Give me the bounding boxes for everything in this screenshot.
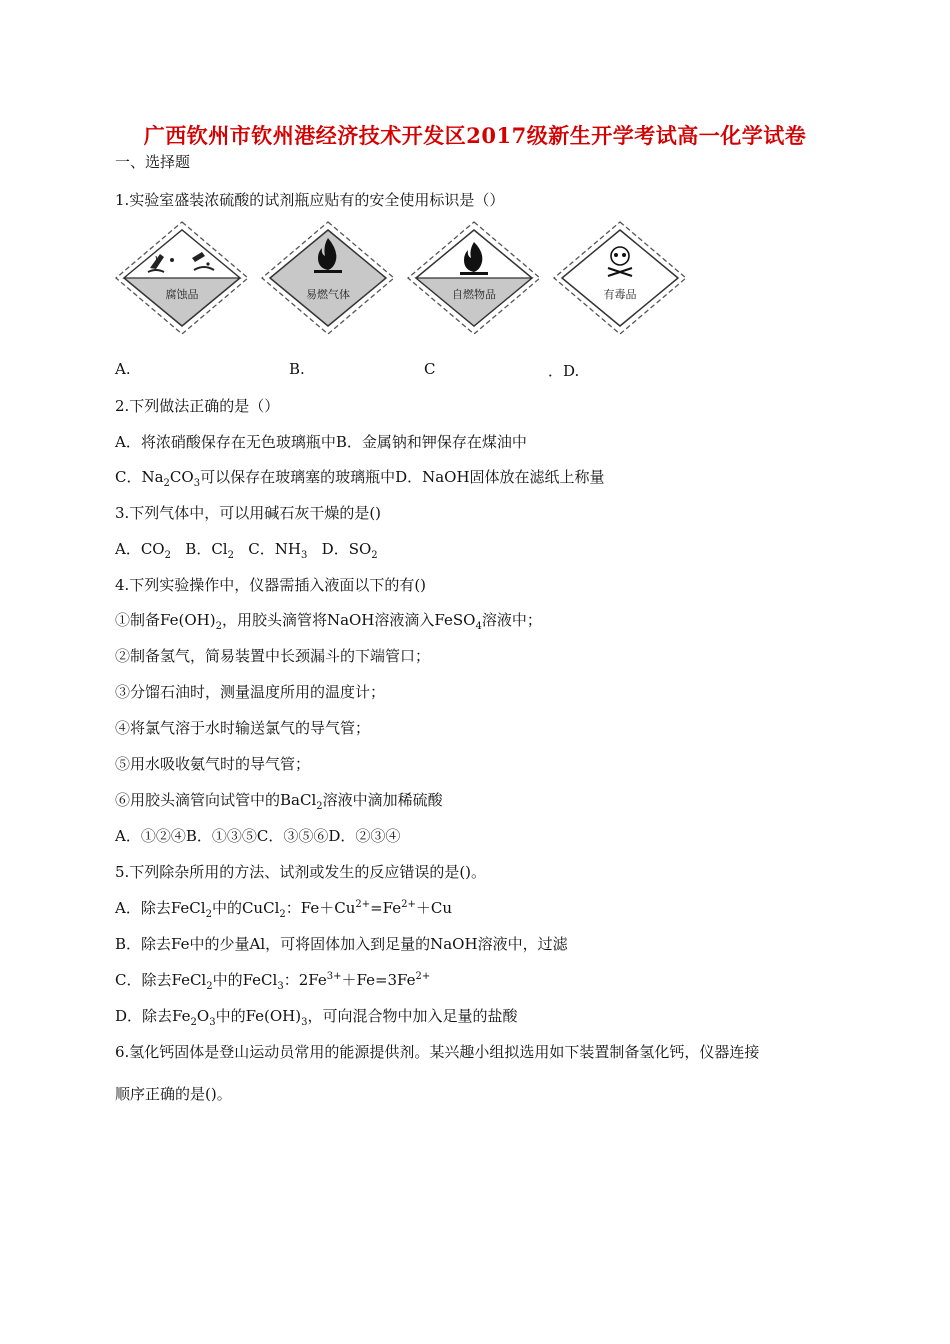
q2-line-1: A．将浓硝酸保存在无色玻璃瓶中B．金属钠和钾保存在煤油中 xyxy=(115,433,527,451)
q4-item-2: ②制备氢气，简易装置中长颈漏斗的下端管口； xyxy=(115,647,431,665)
toxic-sign xyxy=(550,218,690,338)
toxic-skull-icon xyxy=(550,218,690,338)
flammable-gas-icon xyxy=(258,218,398,338)
sign-label: 易燃气体 xyxy=(306,288,350,301)
page-title: 广西钦州市钦州港经济技术开发区2017级新生开学考试高一化学试卷 xyxy=(143,123,807,148)
q5-option-a: A．除去FeCl$_2$中的CuCl$_2$：$Fe+Cu^{2+}=Fe^{2+}+Cu$ xyxy=(115,899,453,920)
q5-option-b: B．除去Fe中的少量Al，可将固体加入到足量的NaOH溶液中，过滤 xyxy=(115,935,568,953)
section-heading: 一、选择题 xyxy=(115,153,191,171)
q1-option-b: B. xyxy=(289,360,305,378)
q4-item-6: ⑥用胶头滴管向试管中的BaCl$_2$溶液中滴加稀硫酸 xyxy=(115,791,443,812)
corrosive-icon xyxy=(112,218,252,338)
q3-options: A．$CO_2$ B．$Cl_2$ C．$NH_3$ D．$SO_2$ xyxy=(115,540,378,561)
flammable-gas-sign xyxy=(258,218,398,338)
question-3-stem: 3.下列气体中，可以用碱石灰干燥的是() xyxy=(115,504,382,522)
q4-item-1: ①制备$Fe(OH)_2$，用胶头滴管将NaOH溶液滴入FeSO$_4$溶液中； xyxy=(115,611,542,632)
q2-line-2: C．$Na_2CO_3$可以保存在玻璃塞的玻璃瓶中D．NaOH固体放在滤纸上称量 xyxy=(115,468,605,489)
question-5-stem: 5.下列除杂所用的方法、试剂或发生的反应错误的是()。 xyxy=(115,863,487,881)
q1-option-d: ．D. xyxy=(548,362,580,380)
question-6-line-2: 顺序正确的是()。 xyxy=(115,1085,232,1103)
q4-item-5: ⑤用水吸收氨气时的导气管； xyxy=(115,755,311,773)
corrosive-sign xyxy=(112,218,252,338)
q5-option-d: D．除去$Fe_2O_3$中的$Fe(OH)_3$，可向混合物中加入足量的盐酸 xyxy=(115,1007,518,1028)
q4-item-4: ④将氯气溶于水时输送氯气的导气管； xyxy=(115,719,371,737)
sign-label: 有毒品 xyxy=(603,288,637,301)
question-4-stem: 4.下列实验操作中，仪器需插入液面以下的有() xyxy=(115,576,427,594)
question-2-stem: 2.下列做法正确的是（） xyxy=(115,397,280,415)
question-1-stem: 1.实验室盛装浓硫酸的试剂瓶应贴有的安全使用标识是（） xyxy=(115,191,505,209)
question-6-line-1: 6.氢化钙固体是登山运动员常用的能源提供剂。某兴趣小组拟选用如下装置制备氢化钙，仪器连接 xyxy=(115,1043,760,1061)
sign-label: 自燃物品 xyxy=(452,288,496,301)
spontaneous-combustion-sign xyxy=(404,218,544,338)
q5-option-c: C．除去FeCl$_2$中的FeCl$_3$：$2Fe^{3+}+Fe=3Fe^{2+}$ xyxy=(115,971,431,992)
spontaneous-combustion-icon xyxy=(404,218,544,338)
hazard-signs-row xyxy=(112,218,692,338)
q4-item-3: ③分馏石油时，测量温度所用的温度计； xyxy=(115,683,386,701)
q1-option-c: C xyxy=(424,360,436,378)
q1-option-a: A. xyxy=(115,360,131,378)
sign-label: 腐蚀品 xyxy=(165,288,199,301)
q4-options: A．①②④B．①③⑤C．③⑤⑥D．②③④ xyxy=(115,827,401,845)
